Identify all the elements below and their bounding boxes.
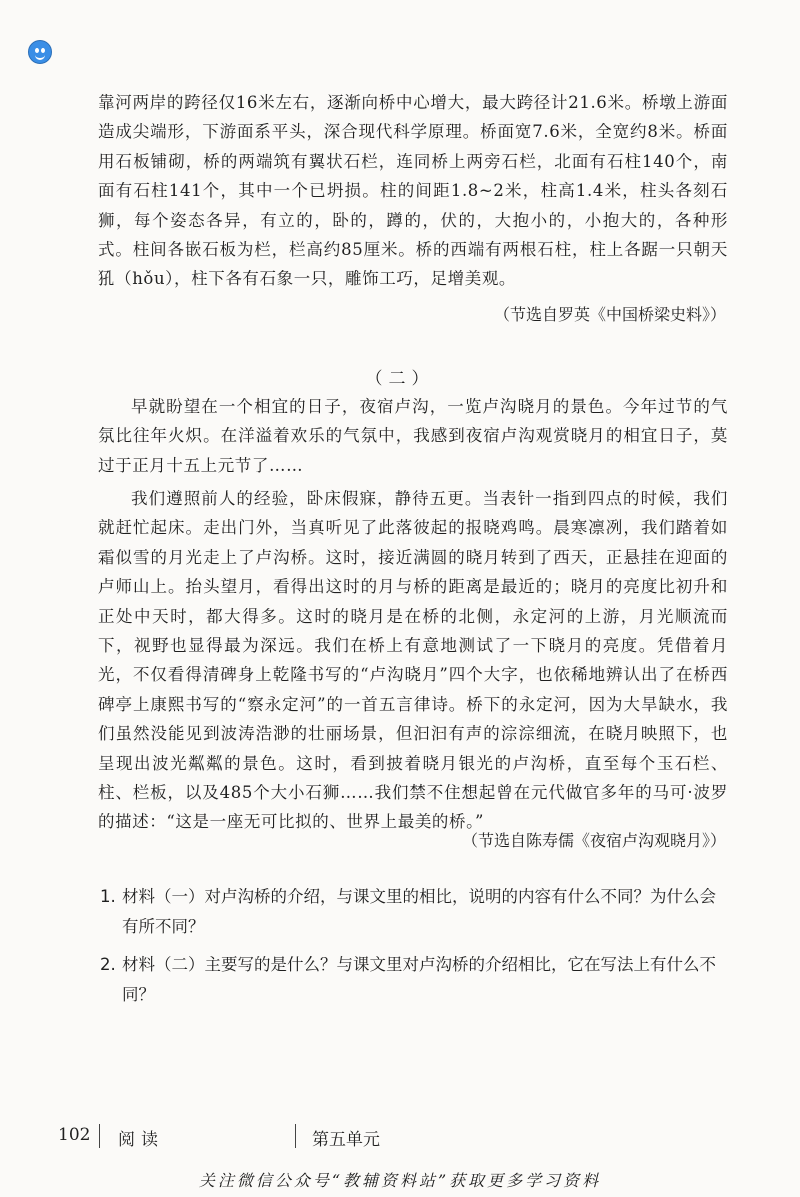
question-text: 材料（二）主要写的是什么？与课文里对卢沟桥的介绍相比，它在写法上有什么不同？ (122, 955, 716, 1004)
logo-mouth (35, 53, 45, 60)
smiley-logo-icon (28, 40, 52, 64)
material-2-source: （节选自陈寿儒《夜宿卢沟观晓月》） (461, 831, 726, 850)
watermark-text: 关注微信公众号“教辅资料站”获取更多学习资料 (198, 1171, 602, 1190)
page-number: 102 (58, 1125, 91, 1145)
material-2-title: （二） (365, 369, 435, 389)
material-2-paragraph-1: 早就盼望在一个相宜的日子，夜宿卢沟，一览卢沟晓月的景色。今年过节的气氛比往年火炽。在洋溢着欢乐的气氛中，我感到夜宿卢沟观赏晓月的相宜日子，莫过于正月十五上元节了…… (98, 397, 728, 475)
footer-unit-name: 第五单元 (312, 1130, 380, 1150)
question-number: 2. (100, 955, 116, 974)
footer-section-name: 阅读 (118, 1130, 164, 1150)
question-text: 材料（一）对卢沟桥的介绍，与课文里的相比，说明的内容有什么不同？为什么会有所不同？ (122, 887, 716, 936)
question-item (100, 882, 732, 942)
question-item (100, 950, 732, 1010)
question-number: 1. (100, 887, 116, 906)
material-1-paragraph: 靠河两岸的跨径仅16米左右，逐渐向桥中心增大，最大跨径计21.6米。桥墩上游面造成尖端形，下游面系平头，深合现代科学原理。桥面宽7.6米，全宽约8米。桥面用石板铺砌，桥的两端筑有翼状石栏，连同桥上两旁石栏，北面有石柱140个，南面有石柱141个，其中一个已坍损。柱的间距1.8~2米，柱高1.4米，柱头各刻石狮，每个姿态各异，有立的，卧的，蹲的，伏的，大抱小的，小抱大的，各种形式。柱间各嵌石板为栏，栏高约85厘米。桥的西端有两根石柱，柱上各踞一只朝天犼（hǒu），柱下各有石象一只，雕饰工巧，足增美观。 (98, 93, 728, 289)
material-2-paragraph-2: 我们遵照前人的经验，卧床假寐，静待五更。当表针一指到四点的时候，我们就赶忙起床。走出门外，当真听见了此落彼起的报晓鸡鸣。晨寒凛冽，我们踏着如霜似雪的月光走上了卢沟桥。这时，接近满圆的晓月转到了西天，正悬挂在迎面的卢师山上。抬头望月，看得出这时的月与桥的距离是最近的；晓月的亮度比初升和正处中天时，都大得多。这时的晓月是在桥的北侧，永定河的上游，月光顺流而下，视野也显得最为深远。我们在桥上有意地测试了一下晓月的亮度。凭借着月光，不仅看得清碑身上乾隆书写的“卢沟晓月”四个大字，也依稀地辨认出了在桥西碑亭上康熙书写的“察永定河”的一首五言律诗。桥下的永定河，因为大旱缺水，我们虽然没能见到波涛浩渺的壮丽场景，但汩汩有声的淙淙细流，在晓月映照下，也呈现出波光粼粼的景色。这时，看到披着晓月银光的卢沟桥，直至每个玉石栏、柱、栏板，以及485个大小石狮……我们禁不住想起曾在元代做官多年的马可·波罗的描述：“这是一座无可比拟的、世界上最美的桥。” (98, 489, 728, 832)
material-1-source: （节选自罗英《中国桥梁史料》） (493, 305, 726, 324)
question-list (100, 882, 732, 1018)
footer-divider (99, 1124, 100, 1148)
footer-divider (295, 1124, 296, 1148)
